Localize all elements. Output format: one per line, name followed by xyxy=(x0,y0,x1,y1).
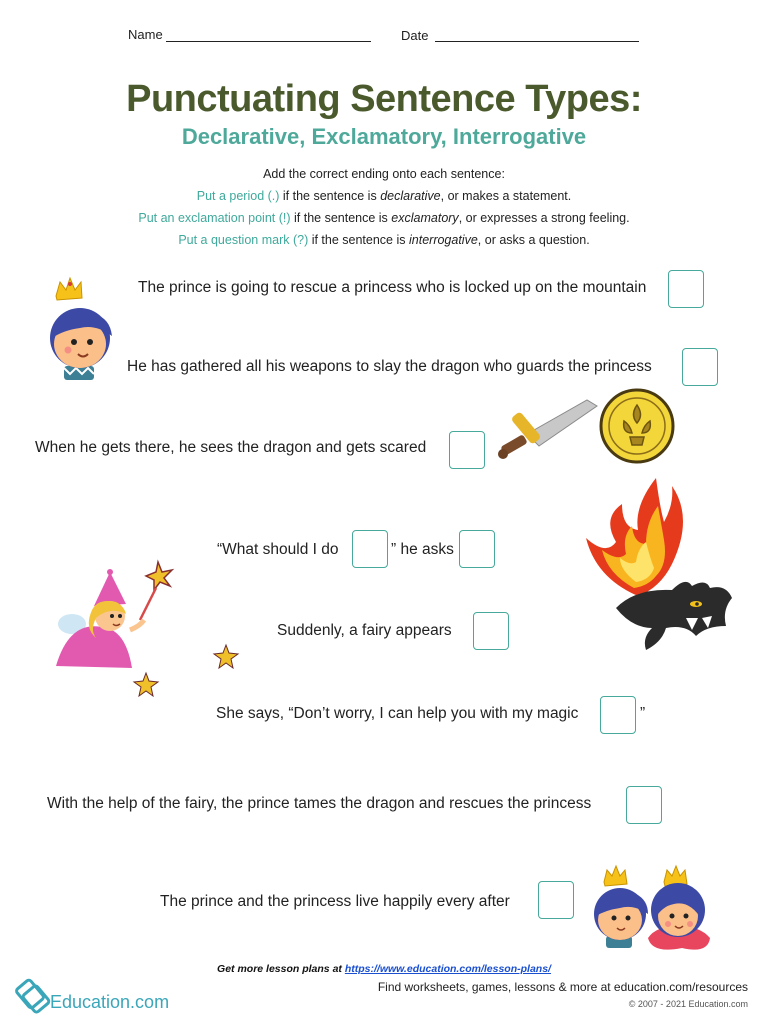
sentence-2: He has gathered all his weapons to slay the dragon who guards the princess xyxy=(127,358,652,375)
name-field[interactable] xyxy=(166,41,371,42)
date-label: Date xyxy=(401,28,429,43)
sentence-6b: ” xyxy=(640,705,646,722)
answer-box-4b[interactable] xyxy=(459,530,495,568)
answer-box-7[interactable] xyxy=(626,786,662,824)
prince-illustration xyxy=(44,278,116,382)
sentence-7: With the help of the fairy, the prince tames the dragon and rescues the princess xyxy=(47,795,592,812)
instruction-highlight: Put a period (.) xyxy=(196,189,280,203)
prince-princess-illustration xyxy=(592,864,714,950)
education-logo-text: Education.com xyxy=(50,992,170,1012)
answer-box-2[interactable] xyxy=(682,348,718,386)
answer-box-6[interactable] xyxy=(600,696,636,734)
sentence-1: The prince is going to rescue a princess who is locked up on the mountain xyxy=(138,279,647,296)
sword-icon xyxy=(497,396,599,462)
instruction-text: , or expresses a strong feeling. xyxy=(458,211,630,225)
fairy-illustration xyxy=(50,558,180,698)
lesson-plans-link[interactable]: https://www.education.com/lesson-plans/ xyxy=(344,963,551,975)
page-title: Punctuating Sentence Types: xyxy=(126,78,642,120)
shield-icon xyxy=(600,389,674,463)
instruction-text: if the sentence is xyxy=(308,233,409,247)
sparkle-icon xyxy=(214,645,238,669)
sentence-3: When he gets there, he sees the dragon and gets scared xyxy=(35,439,427,456)
instruction-text: , or makes a statement. xyxy=(440,189,572,203)
answer-box-1[interactable] xyxy=(668,270,704,308)
instruction-text: if the sentence is xyxy=(279,189,381,203)
date-field[interactable] xyxy=(435,41,639,42)
instruction-exclamation xyxy=(0,211,768,225)
instruction-highlight: Put a question mark (?) xyxy=(178,233,309,247)
footer-get-more xyxy=(0,963,768,975)
instruction-term: declarative xyxy=(380,189,441,203)
sentence-6a: She says, “Don’t worry, I can help you with my magic xyxy=(216,705,579,722)
instruction-highlight: Put an exclamation point (!) xyxy=(138,211,291,225)
instruction-text: , or asks a question. xyxy=(477,233,590,247)
instruction-period xyxy=(0,189,768,203)
sparkle-icon xyxy=(134,673,158,697)
instruction-term: interrogative xyxy=(409,233,478,247)
answer-box-5[interactable] xyxy=(473,612,509,650)
instructions-intro: Add the correct ending onto each sentence: xyxy=(263,167,505,181)
page-subtitle: Declarative, Exclamatory, Interrogative xyxy=(181,124,587,149)
footer-copyright: © 2007 - 2021 Education.com xyxy=(628,999,748,1009)
instruction-question xyxy=(0,233,768,247)
name-label: Name xyxy=(128,27,163,42)
sentence-5: Suddenly, a fairy appears xyxy=(277,622,452,639)
instruction-text: if the sentence is xyxy=(290,211,392,225)
sentence-4b: ” he asks xyxy=(391,541,454,558)
dragon-illustration xyxy=(576,478,738,666)
sentence-8: The prince and the princess live happily every after xyxy=(160,893,510,910)
footer-find: Find worksheets, games, lessons & more at education.com/resources xyxy=(377,980,748,994)
footer-get-text: Get more lesson plans at xyxy=(217,963,345,975)
answer-box-8[interactable] xyxy=(538,881,574,919)
sentence-4a: “What should I do xyxy=(217,541,339,558)
education-logo-icon xyxy=(18,979,48,1013)
answer-box-4a[interactable] xyxy=(352,530,388,568)
answer-box-3[interactable] xyxy=(449,431,485,469)
instruction-term: exclamatory xyxy=(391,211,459,225)
